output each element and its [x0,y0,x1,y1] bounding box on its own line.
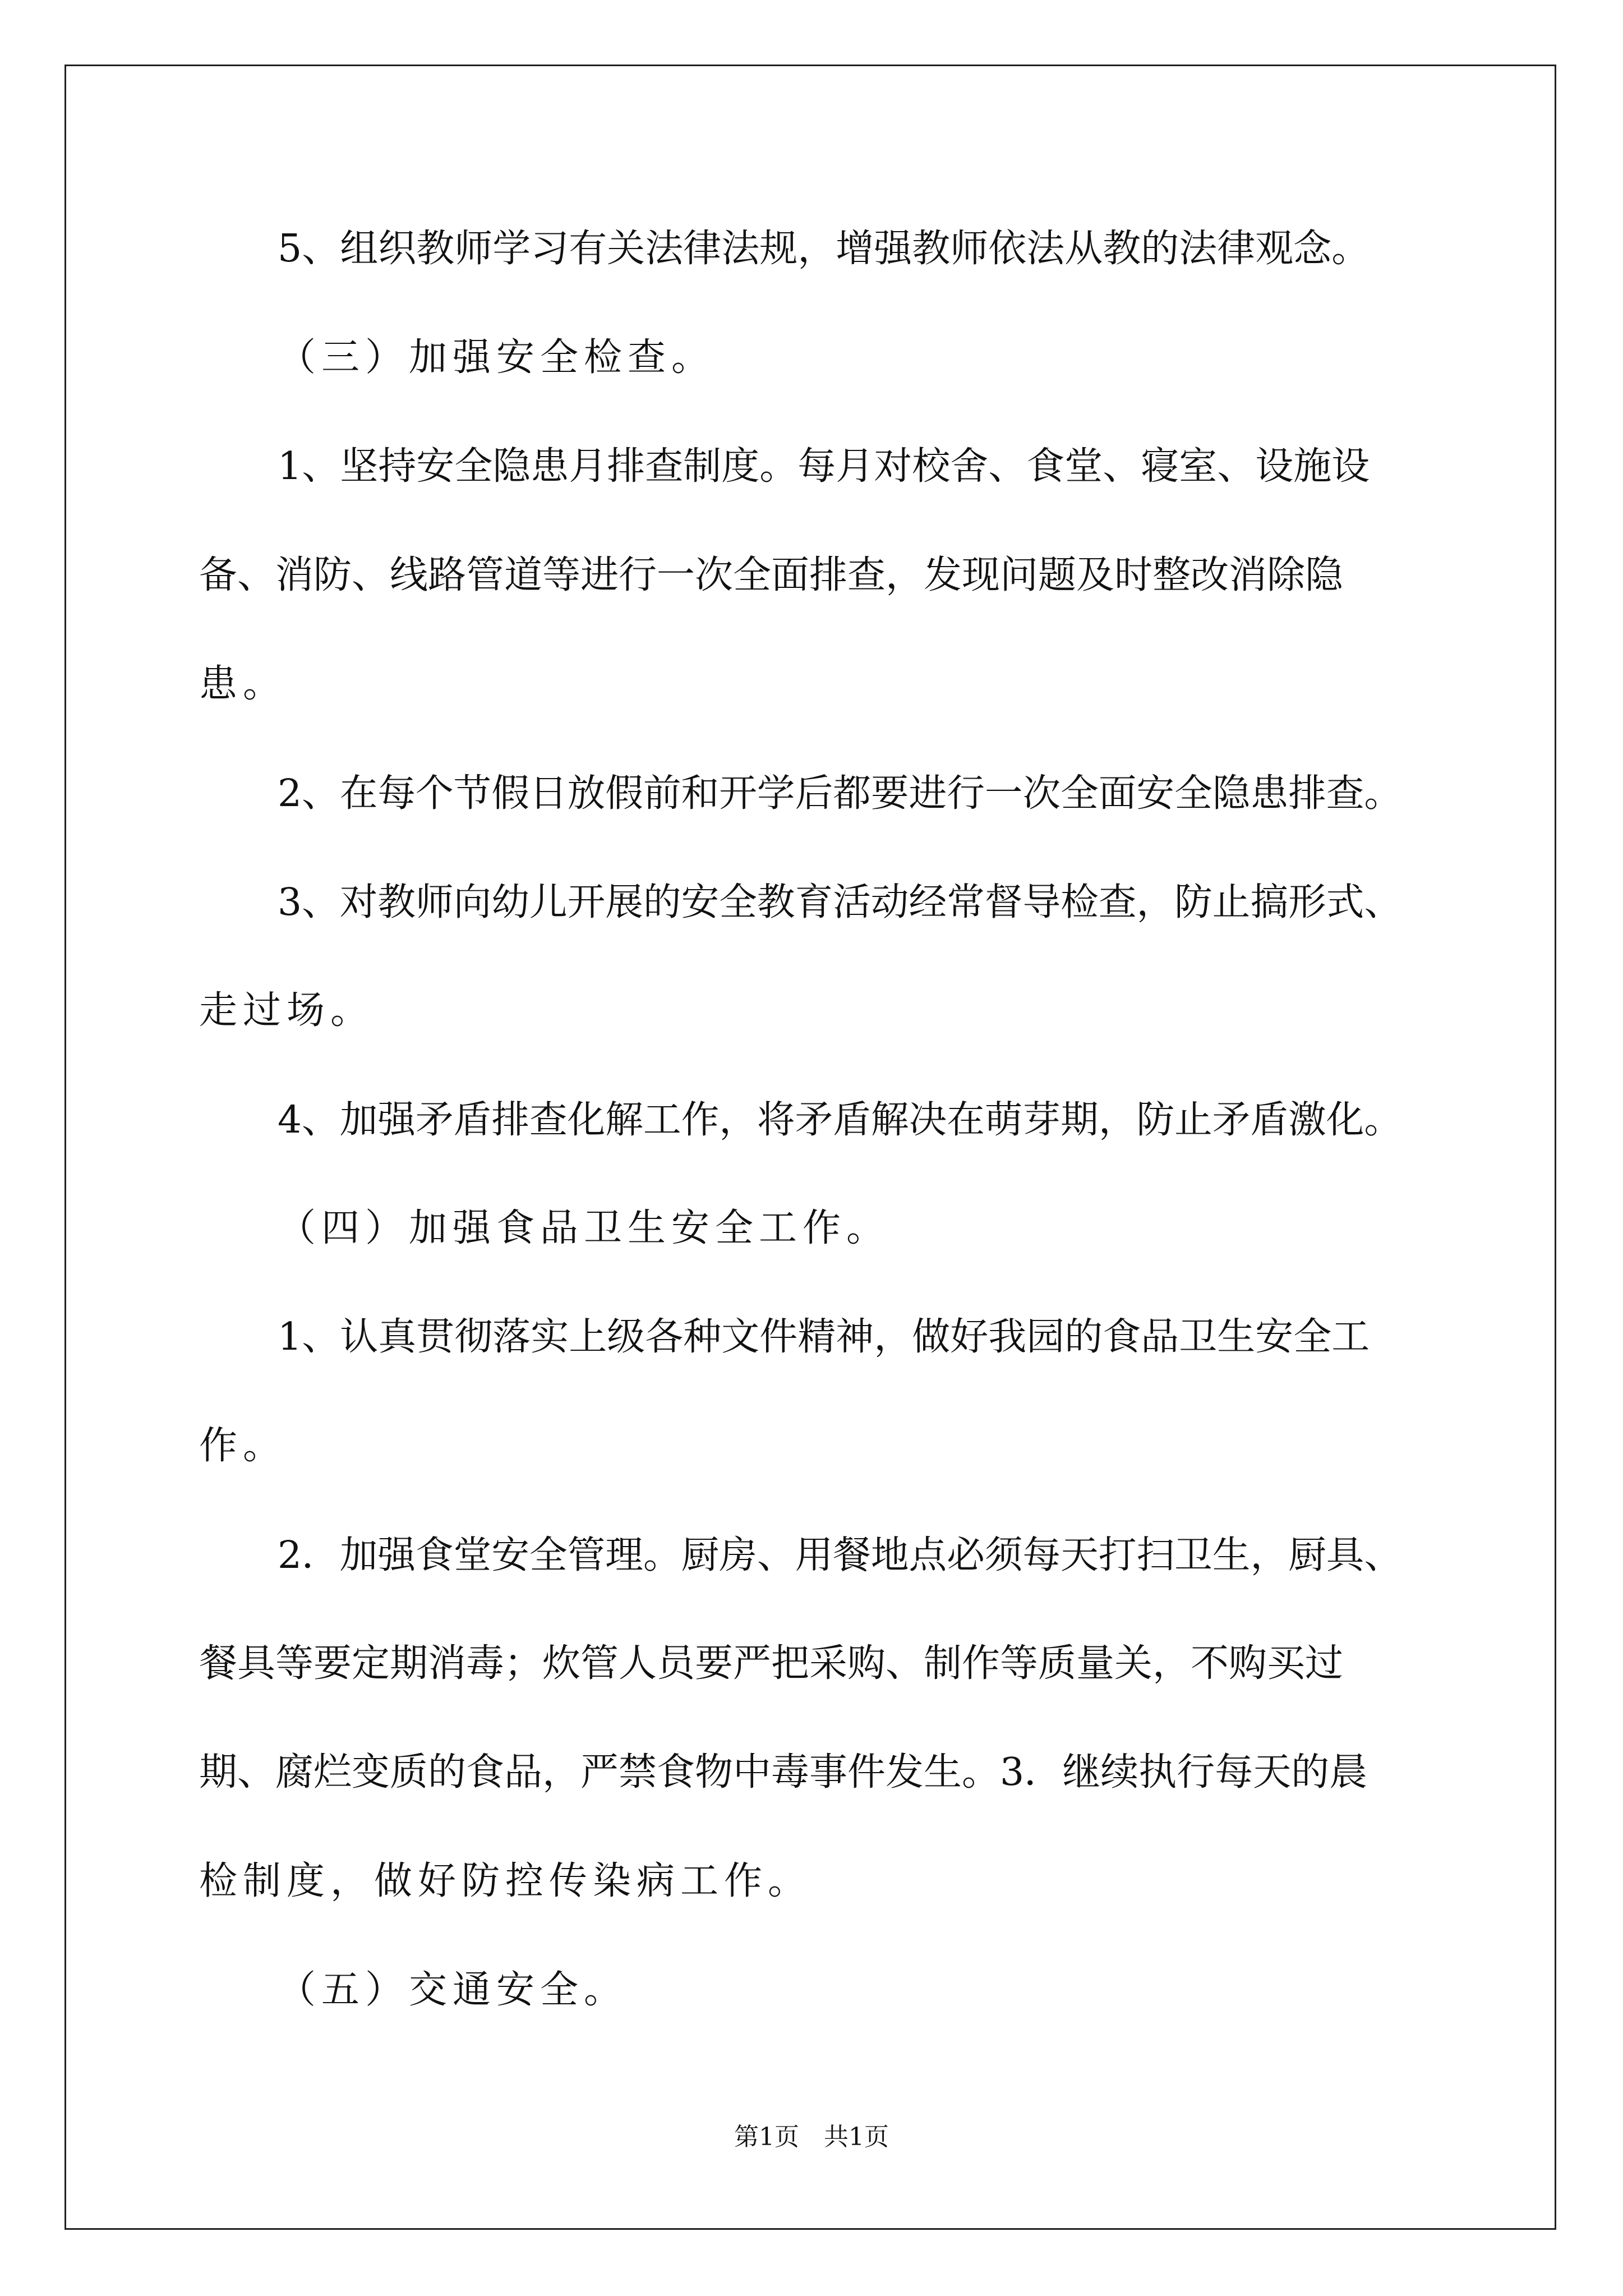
paragraph-line: 4、加强矛盾排查化解工作，将矛盾解决在萌芽期，防止矛盾激化。 [278,1097,1403,1142]
paragraph-line: 期、腐烂变质的食品，严禁食物中毒事件发生。3．继续执行每天的晨 [199,1750,1368,1795]
paragraph-line: 2、在每个节假日放假前和开学后都要进行一次全面安全隐患排查。 [278,771,1403,815]
page-border [64,65,1556,2230]
paragraph-line: 作。 [199,1424,287,1468]
paragraph-line: 5、组织教师学习有关法律法规，增强教师依法从教的法律观念。 [278,227,1370,271]
section-heading: （四）加强食品卫生安全工作。 [278,1206,891,1250]
paragraph-line: 备、消防、线路管道等进行一次全面排查，发现问题及时整改消除隐 [199,553,1344,597]
paragraph-line: 患。 [199,662,287,706]
paragraph-line: 2．加强食堂安全管理。厨房、用餐地点必须每天打扫卫生，厨具、 [278,1533,1403,1577]
section-heading: （五）交通安全。 [278,1968,628,2012]
paragraph-line: 餐具等要定期消毒；炊管人员要严把采购、制作等质量关，不购买过 [199,1641,1344,1686]
paragraph-line: 检制度，做好防控传染病工作。 [199,1859,812,1903]
paragraph-line: 1、坚持安全隐患月排查制度。每月对校舍、食堂、寝室、设施设 [278,444,1370,489]
section-heading: （三）加强安全检查。 [278,335,716,380]
paragraph-line: 3、对教师向幼儿开展的安全教育活动经常督导检查，防止搞形式、 [278,880,1403,924]
paragraph-line: 1、认真贯彻落实上级各种文件精神，做好我园的食品卫生安全工 [278,1315,1370,1359]
page-number-footer: 第1页 共1页 [734,2123,889,2151]
paragraph-line: 走过场。 [199,988,375,1033]
